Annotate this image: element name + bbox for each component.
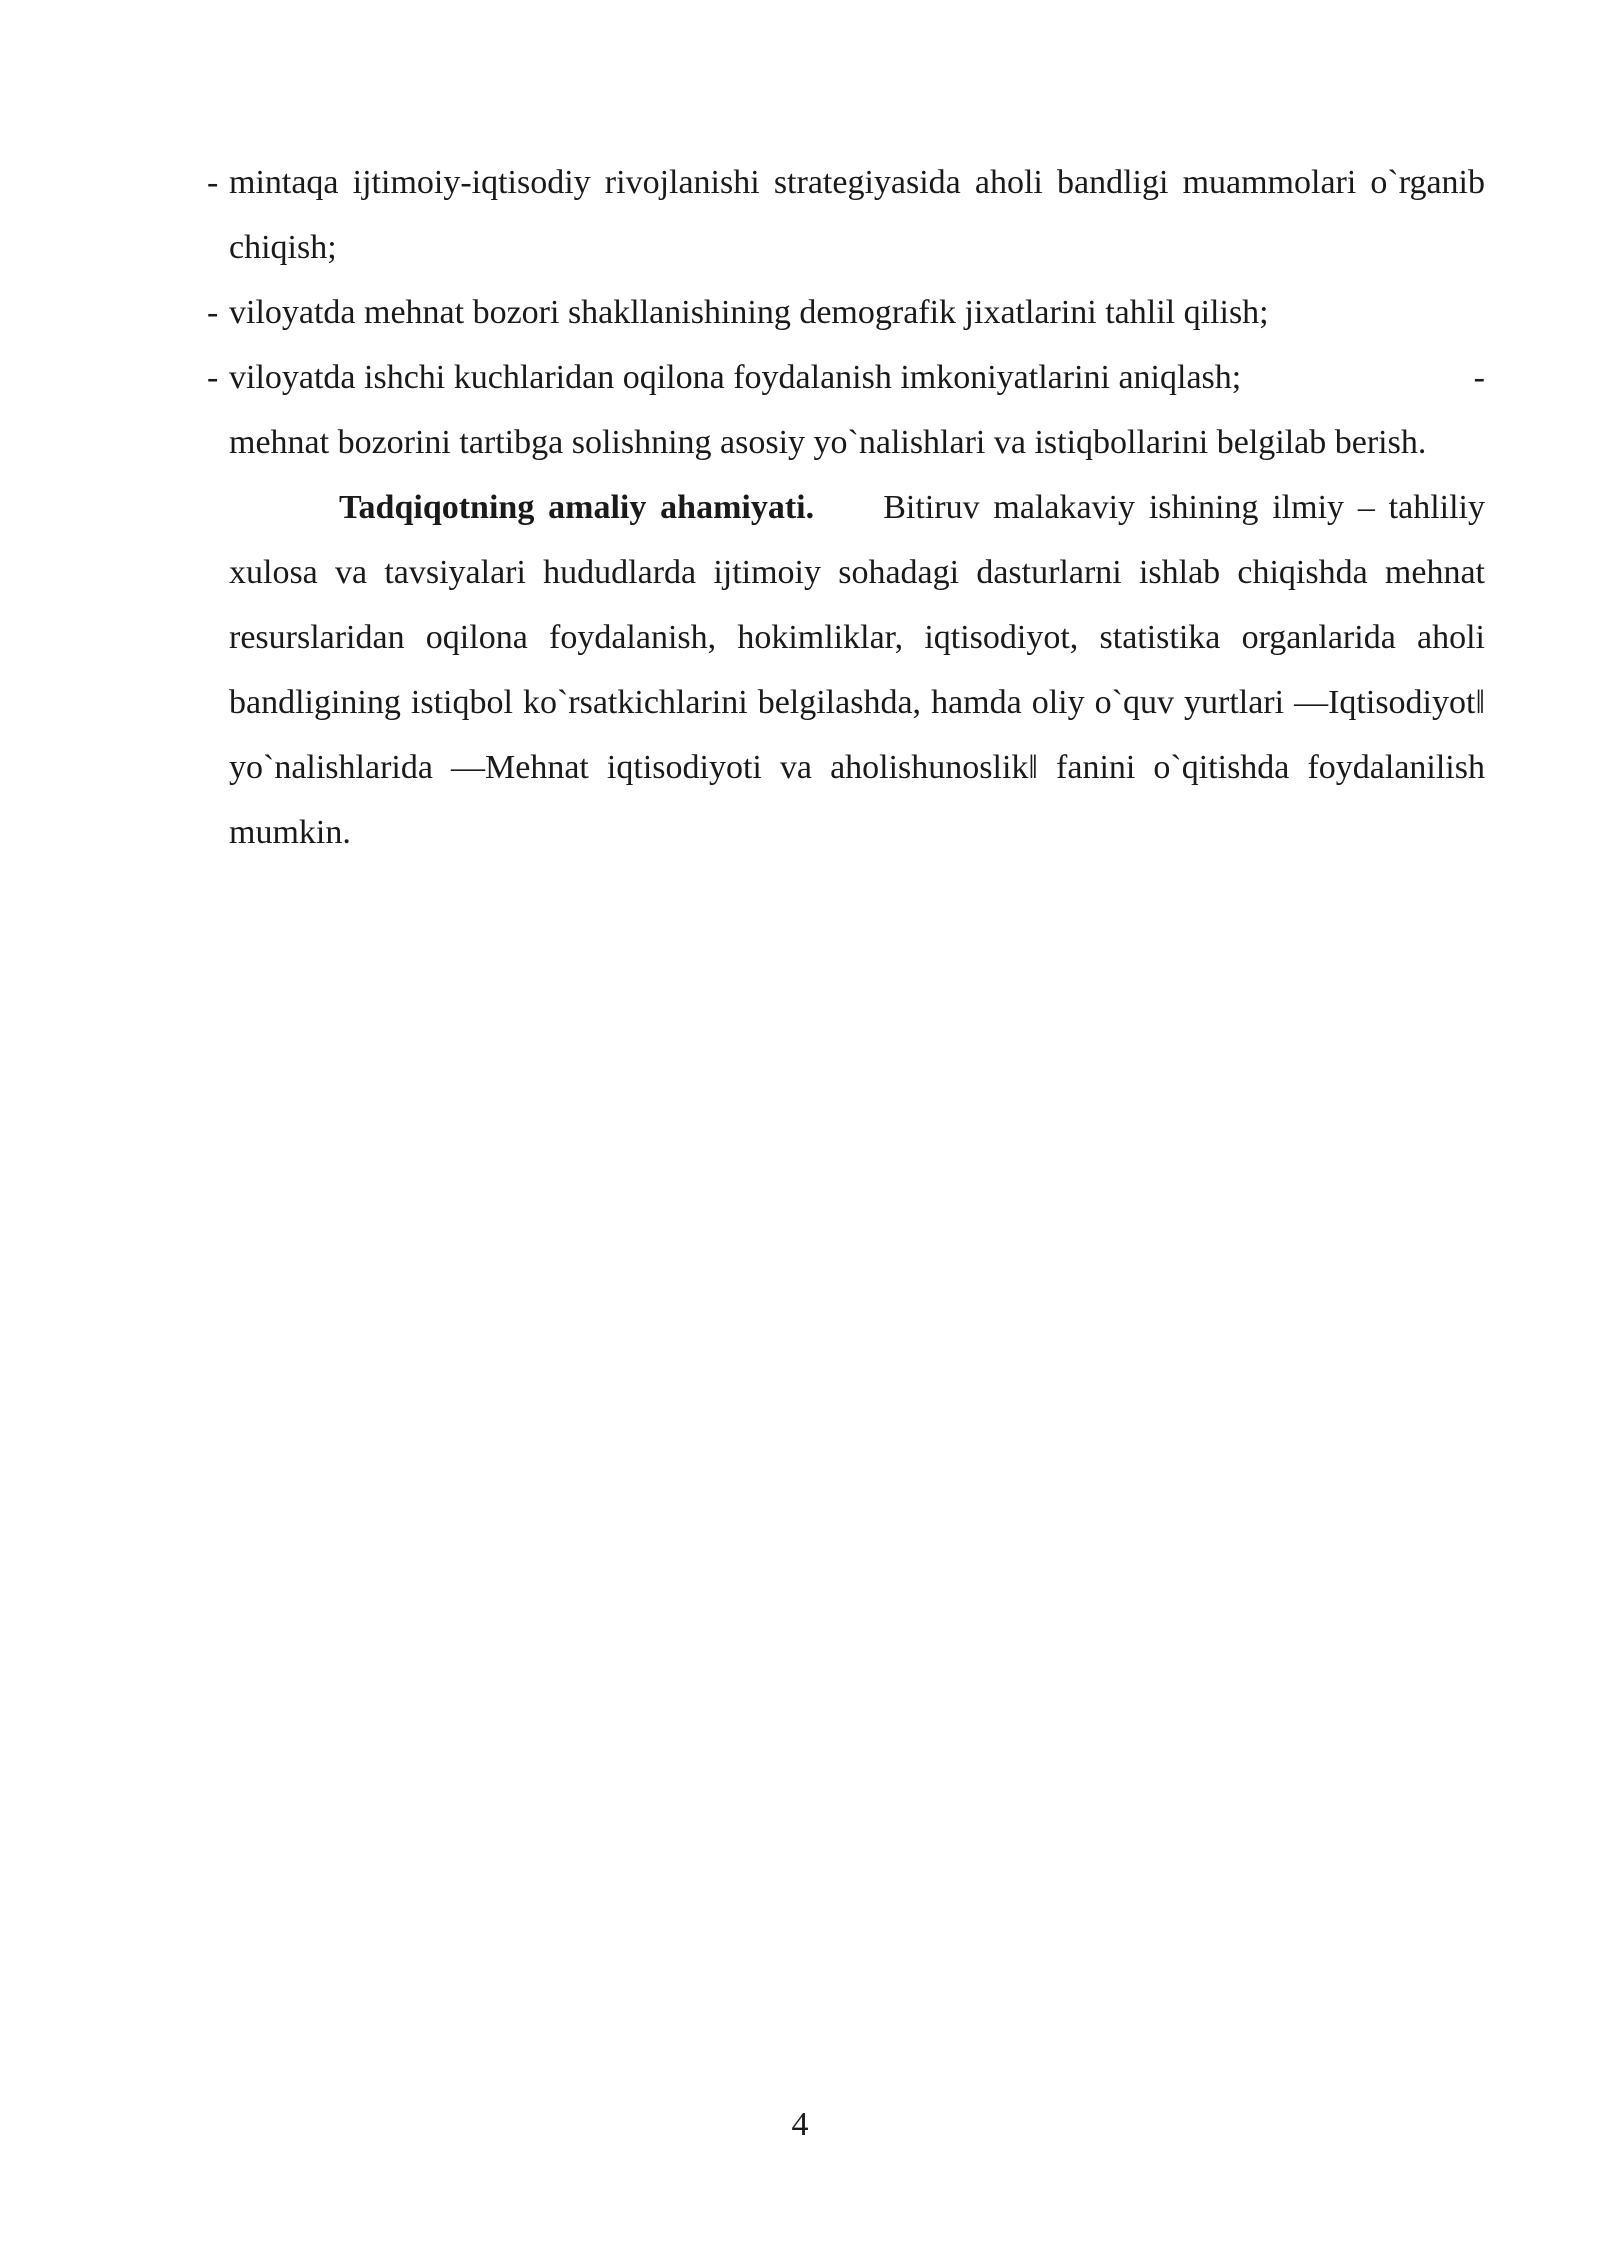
paragraph-heading: Tadqiqotning amaliy ahamiyati. [339, 489, 815, 526]
list-item-text: viloyatda ishchi kuchlaridan oqilona foydalanish imkoniyatlarini aniqlash; [229, 359, 1242, 396]
page-number: 4 [791, 2106, 809, 2143]
list-dash: - [207, 359, 219, 396]
page-content [207, 150, 1485, 865]
list-item-text: mintaqa ijtimoiy-iqtisodiy rivojlanishi strategiyasida aholi bandligi muammolari o`rganib chiqish; [229, 164, 1485, 266]
list-trailing-dash: - [1473, 359, 1485, 396]
list-dash: - [207, 294, 219, 331]
list-item [207, 280, 1485, 345]
list-item-text: viloyatda mehnat bozori shakllanishining demografik jixatlarini tahlil qilish; [229, 294, 1269, 331]
list-item [207, 150, 1485, 280]
list-item-text: mehnat bozorini tartibga solishning asosiy yo`nalishlari va istiqbollarini belgilab berish. [229, 424, 1427, 461]
practical-significance-paragraph [229, 475, 1485, 865]
list-item [229, 410, 1485, 475]
list-item [207, 345, 1485, 410]
list-dash: - [207, 164, 219, 201]
paragraph-body: Bitiruv malakaviy ishining ilmiy – tahliliy xulosa va tavsiyalari hududlarda ijtimoiy sohadagi dasturlarni ishlab chiqishda mehnat resurslaridan oqilona foydalanish, hokimliklar, iqtisodiyot, statistika organlarida aholi bandligining istiqbol ko`rsatkichlarini belgilashda, hamda oliy o`quv yurtlari ―Iqtisodiyot‖ yo`nalishlarida ―Mehnat iqtisodiyoti va aholishunoslik‖ fanini o`qitishda foydalanilish mumkin. [229, 489, 1485, 851]
